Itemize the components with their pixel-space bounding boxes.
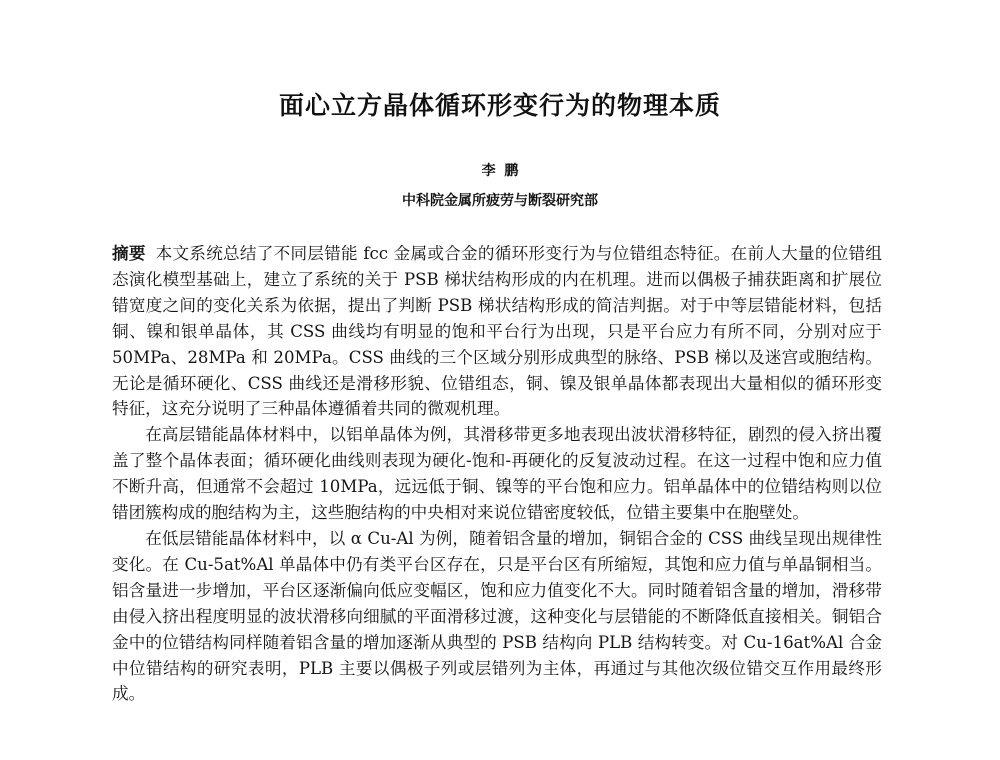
author-affiliation: 中科院金属所疲劳与断裂研究部	[402, 193, 598, 209]
body-paragraph-low-sfe: 在低层错能晶体材料中，以 α Cu-Al 为例，随着铝含量的增加，铜铝合金的 CSS 曲线呈现出规律性变化。在 Cu-5at%Al 单晶体中仍有类平台区存在，只是平台区有所缩短，其饱和应力值与单晶铜相当。铝含量进一步增加，平台区逐渐偏向低应变幅区，饱和应力值变化不大。同时随着铝含量的增加，滑移带由侵入挤出程度明显的波状滑移向细腻的平面滑移过渡，这种变化与层错能的不断降低直接相关。铜铝合金中的位错结构同样随着铝含量的增加逐渐从典型的 PSB 结构向 PLB 结构转变。对 Cu-16at%Al 合金中位错结构的研究表明，PLB 主要以偶极子列或层错列为主体，再通过与其他次级位错交互作用最终形成。	[112, 528, 882, 704]
body-paragraph-high-sfe: 在高层错能晶体材料中，以铝单晶体为例，其滑移带更多地表现出波状滑移特征，剧烈的侵入挤出覆盖了整个晶体表面；循环硬化曲线则表现为硬化-饱和-再硬化的反复波动过程。在这一过程中饱和应力值不断升高，但通常不会超过 10MPa，远远低于铜、镍等的平台饱和应力。铝单晶体中的位错结构则以位错团簇构成的胞结构为主，这些胞结构的中央相对来说位错密度较低，位错主要集中在胞壁处。	[112, 425, 882, 523]
paper-body	[112, 241, 882, 707]
abstract-label: 摘要	[112, 243, 146, 263]
abstract-text: 本文系统总结了不同层错能 fcc 金属或合金的循环形变行为与位错组态特征。在前人大量的位错组态演化模型基础上，建立了系统的关于 PSB 梯状结构形成的内在机理。进而以偶极子捕获距离和扩展位错宽度之间的变化关系为依据，提出了判断 PSB 梯状结构形成的简洁判据。对于中等层错能材料，包括铜、镍和银单晶体，其 CSS 曲线均有明显的饱和平台行为出现，只是平台应力有所不同，分别对应于 50MPa、28MPa 和 20MPa。CSS 曲线的三个区域分别形成典型的脉络、PSB 梯以及迷宫或胞结构。无论是循环硬化、CSS 曲线还是滑移形貌、位错组态，铜、镍及银单晶体都表现出大量相似的循环形变特征，这充分说明了三种晶体遵循着共同的微观机理。	[112, 244, 882, 419]
paper-title: 面心立方晶体循环形变行为的物理本质	[278, 91, 721, 120]
author-name: 李 鹏	[481, 163, 519, 179]
abstract-paragraph	[112, 241, 882, 422]
